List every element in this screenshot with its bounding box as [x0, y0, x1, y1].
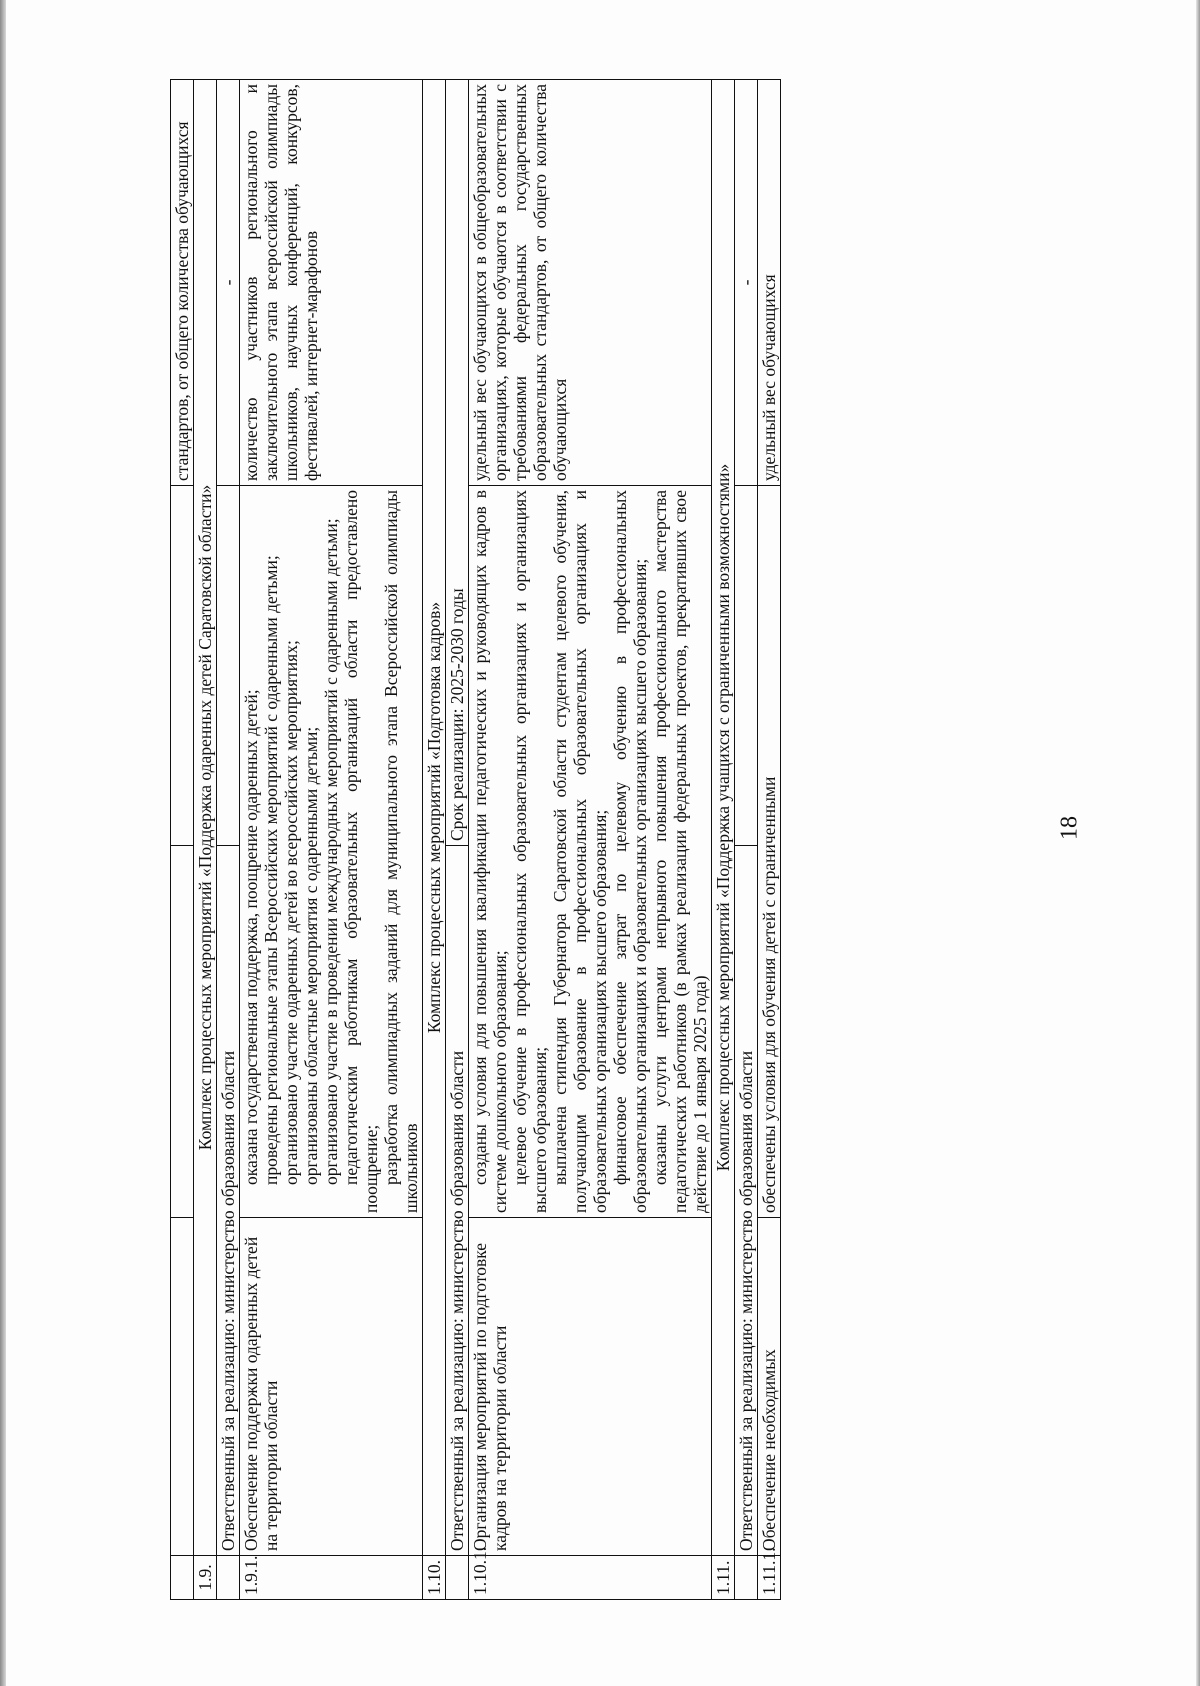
- results-cell: [240, 486, 423, 1218]
- row-number: 1.9.: [194, 1556, 217, 1600]
- dash-cell: -: [217, 80, 240, 486]
- result-item: проведены региональные этапы Всероссийских мероприятий с одаренными детьми;: [261, 555, 281, 1185]
- row-number: 1.10.: [423, 1556, 446, 1600]
- result-item: созданы условия для повышения квалификации педагогических и руководящих кадров в системе дошкольного образования;: [470, 490, 510, 1213]
- table-row: [217, 80, 240, 1600]
- table-row: [240, 80, 423, 1600]
- term-cell: Срок реализации: 2025-2030 годы: [446, 80, 469, 846]
- section-title: Комплекс процессных мероприятий «Поддержка учащихся с ограниченными возможностями»: [712, 80, 735, 1556]
- result-item: оказаны услуги центрами непрывного повышения профессионального мастерства педагогических работников (в рамках реализации федеральных проектов, прекративших свое действие до 1 января 2025 года): [650, 490, 710, 1213]
- result-item: организованы областные мероприятия с одаренными детьми;: [301, 726, 321, 1185]
- task-cell: Обеспечение необходимых: [758, 1218, 781, 1556]
- row-number: 1.10.1.: [469, 1556, 712, 1600]
- result-item: педагогическим работникам образовательных организаций области предоставлено поощрение;: [341, 490, 381, 1213]
- task-cell: Обеспечение поддержки одаренных детей на территории области: [240, 1218, 423, 1556]
- responsible-cell: Ответственный за реализацию: министерство образования области: [446, 846, 469, 1556]
- responsible-cell: Ответственный за реализацию: министерство образования области: [735, 846, 758, 1556]
- results-cell: обеспечены условия для обучения детей с ограниченными: [758, 486, 781, 1218]
- dash-cell: -: [735, 80, 758, 486]
- page-number: 18: [1056, 816, 1083, 840]
- result-item: выплачена стипендия Губернатора Саратовской области студентам целевого обучения, получающим образование в профессиональных образовательных организациях и образовательных организациях высшего образования;: [550, 490, 610, 1213]
- row-number: 1.11.1.: [758, 1556, 781, 1600]
- rotated-table-container: [170, 80, 1030, 1600]
- table-row: [446, 80, 469, 1600]
- row-number: 1.9.1.: [240, 1556, 423, 1600]
- indicator-cell: удельный вес обучающихся: [758, 80, 781, 486]
- task-cell: Организация мероприятий по подготовке кадров на территории области: [469, 1218, 712, 1556]
- table-row: [423, 80, 446, 1600]
- result-item: финансовое обеспечение затрат по целевому обучению в профессиональных образовательных организациях и образовательных организациях высшего образования;: [610, 490, 650, 1213]
- result-item: целевое обучение в профессиональных образовательных организациях и организациях высшего образования;: [510, 490, 550, 1213]
- row-number: 1.11.: [712, 1556, 735, 1600]
- empty-cell: [735, 486, 758, 846]
- scan-edge-left: [0, 0, 6, 1686]
- table-row: [171, 80, 194, 1600]
- section-title: Комплекс процессных мероприятий «Подготовка кадров»: [423, 80, 446, 1556]
- scan-edge-right: [1196, 0, 1200, 1686]
- results-cell: [469, 486, 712, 1218]
- section-title: Комплекс процессных мероприятий «Поддержка одаренных детей Саратовской области»: [194, 80, 217, 1556]
- result-item: организовано участие одаренных детей во всероссийских мероприятиях;: [281, 640, 301, 1185]
- continuation-cell: стандартов, от общего количества обучающихся: [171, 80, 194, 486]
- result-item: разработка олимпиадных заданий для муниципального этапа Всероссийской олимпиады школьников: [381, 490, 421, 1213]
- indicator-cell: количество участников регионального и заключительного этапа всероссийской олимпиады школьников, научных конференций, конкурсов, фестивалей, интернет-марафонов: [240, 80, 423, 486]
- result-item: организовано участие в проведении международных мероприятий с одаренными детьми;: [321, 518, 341, 1185]
- table-row: [712, 80, 735, 1600]
- measures-table: [170, 79, 781, 1600]
- result-item: оказана государственная поддержка, поощрение одаренных детей;: [241, 689, 261, 1185]
- table-row: [469, 80, 712, 1600]
- table-row: [735, 80, 758, 1600]
- table-row: [758, 80, 781, 1600]
- table-row: [194, 80, 217, 1600]
- indicator-cell: удельный вес обучающихся в общеобразовательных организациях, которые обучаются в соответствии с требованиями федеральных государственных образовательных стандартов, от общего количества обучающихся: [469, 80, 712, 486]
- empty-cell: [217, 486, 240, 846]
- responsible-cell: Ответственный за реализацию: министерство образования области: [217, 846, 240, 1556]
